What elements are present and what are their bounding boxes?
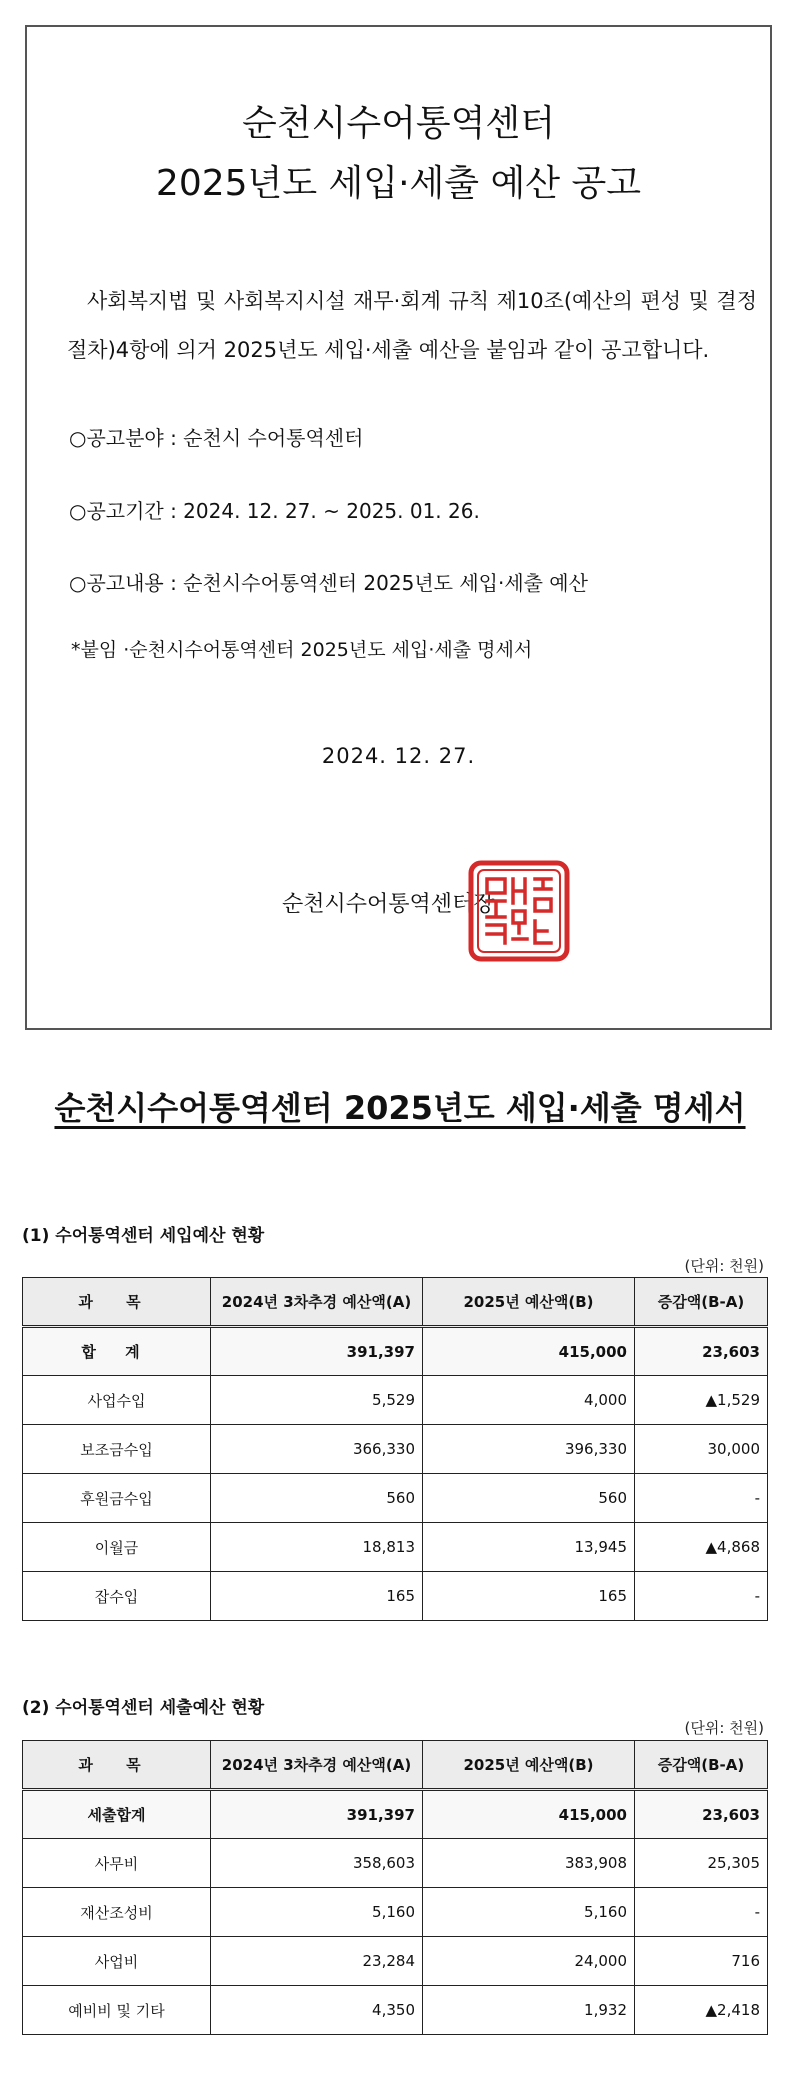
cell-value: 391,397 [211, 1790, 423, 1839]
table-row [23, 1425, 768, 1474]
table-header-row [23, 1278, 768, 1327]
table-row [23, 1790, 768, 1839]
cell-value: 716 [635, 1937, 768, 1986]
table-row [23, 1572, 768, 1621]
director-name: 순천시수어통역센터장 [282, 892, 495, 917]
cell-value: 23,284 [211, 1937, 423, 1986]
cell-item: 잡수입 [23, 1572, 211, 1621]
column-header: 2025년 예산액(B) [423, 1278, 635, 1327]
cell-value: ▲2,418 [635, 1986, 768, 2035]
cell-item: 사업수입 [23, 1376, 211, 1425]
cell-value: 415,000 [423, 1790, 635, 1839]
expenditure-section-title: (2) 수어통역센터 세출예산 현황 [22, 1698, 265, 1718]
notice-item-content: ○공고내용 : 순천시수어통역센터 2025년도 세입·세출 예산 [69, 571, 588, 595]
table-row [23, 1937, 768, 1986]
cell-value: 415,000 [423, 1327, 635, 1376]
official-seal-stamp [467, 859, 571, 963]
revenue-section-title: (1) 수어통역센터 세입예산 현황 [22, 1226, 265, 1246]
table-row [23, 1986, 768, 2035]
notice-item-period: ○공고기간 : 2024. 12. 27. ~ 2025. 01. 26. [69, 499, 480, 523]
cell-item: 사업비 [23, 1937, 211, 1986]
cell-value: 4,000 [423, 1376, 635, 1425]
column-header: 과 목 [23, 1741, 211, 1790]
cell-value: 165 [211, 1572, 423, 1621]
cell-value: 25,305 [635, 1839, 768, 1888]
cell-value: 24,000 [423, 1937, 635, 1986]
table-header-row [23, 1741, 768, 1790]
notice-item-field: ○공고분야 : 순천시 수어통역센터 [69, 426, 364, 450]
statement-title: 순천시수어통역센터 2025년도 세입·세출 명세서 [54, 1089, 746, 1127]
column-header: 증감액(B-A) [635, 1741, 768, 1790]
revenue-table [22, 1277, 768, 1621]
cell-item: 세출합계 [23, 1790, 211, 1839]
cell-item: 합 계 [23, 1327, 211, 1376]
table-row [23, 1523, 768, 1572]
cell-item: 재산조성비 [23, 1888, 211, 1937]
cell-value: 23,603 [635, 1790, 768, 1839]
cell-value: 560 [423, 1474, 635, 1523]
table-row [23, 1888, 768, 1937]
cell-value: 23,603 [635, 1327, 768, 1376]
cell-item: 사무비 [23, 1839, 211, 1888]
cell-value: 366,330 [211, 1425, 423, 1474]
notice-attachment: *붙임 ·순천시수어통역센터 2025년도 세입·세출 명세서 [71, 639, 533, 661]
column-header: 2025년 예산액(B) [423, 1741, 635, 1790]
cell-value: 5,529 [211, 1376, 423, 1425]
cell-item: 예비비 및 기타 [23, 1986, 211, 2035]
cell-value: 13,945 [423, 1523, 635, 1572]
table-row [23, 1376, 768, 1425]
cell-value: 383,908 [423, 1839, 635, 1888]
cell-value: 560 [211, 1474, 423, 1523]
cell-value: 358,603 [211, 1839, 423, 1888]
cell-value: 5,160 [423, 1888, 635, 1937]
cell-value: 1,932 [423, 1986, 635, 2035]
notice-box [25, 25, 772, 1030]
cell-value: 391,397 [211, 1327, 423, 1376]
cell-value: 30,000 [635, 1425, 768, 1474]
cell-item: 보조금수입 [23, 1425, 211, 1474]
cell-item: 후원금수입 [23, 1474, 211, 1523]
table-row [23, 1327, 768, 1376]
expenditure-unit-label: (단위: 천원) [684, 1719, 764, 1737]
notice-date: 2024. 12. 27. [321, 744, 476, 768]
revenue-unit-label: (단위: 천원) [684, 1257, 764, 1275]
table-row [23, 1839, 768, 1888]
cell-value: - [635, 1474, 768, 1523]
expenditure-table [22, 1740, 768, 2035]
cell-value: 5,160 [211, 1888, 423, 1937]
column-header: 2024년 3차추경 예산액(A) [211, 1741, 423, 1790]
notice-paragraph: 사회복지법 및 사회복지시설 재무·회계 규칙 제10조(예산의 편성 및 결정절차)4항에 의거 2025년도 세입·세출 예산을 붙임과 같이 공고합니다. [67, 289, 757, 362]
cell-value: - [635, 1888, 768, 1937]
cell-item: 이월금 [23, 1523, 211, 1572]
column-header: 증감액(B-A) [635, 1278, 768, 1327]
cell-value: 18,813 [211, 1523, 423, 1572]
cell-value: 165 [423, 1572, 635, 1621]
cell-value: ▲1,529 [635, 1376, 768, 1425]
cell-value: 396,330 [423, 1425, 635, 1474]
notice-title: 2025년도 세입·세출 예산 공고 [155, 163, 642, 204]
column-header: 과 목 [23, 1278, 211, 1327]
notice-title-org: 순천시수어통역센터 [242, 103, 555, 144]
cell-value: ▲4,868 [635, 1523, 768, 1572]
table-row [23, 1474, 768, 1523]
cell-value: - [635, 1572, 768, 1621]
column-header: 2024년 3차추경 예산액(A) [211, 1278, 423, 1327]
cell-value: 4,350 [211, 1986, 423, 2035]
